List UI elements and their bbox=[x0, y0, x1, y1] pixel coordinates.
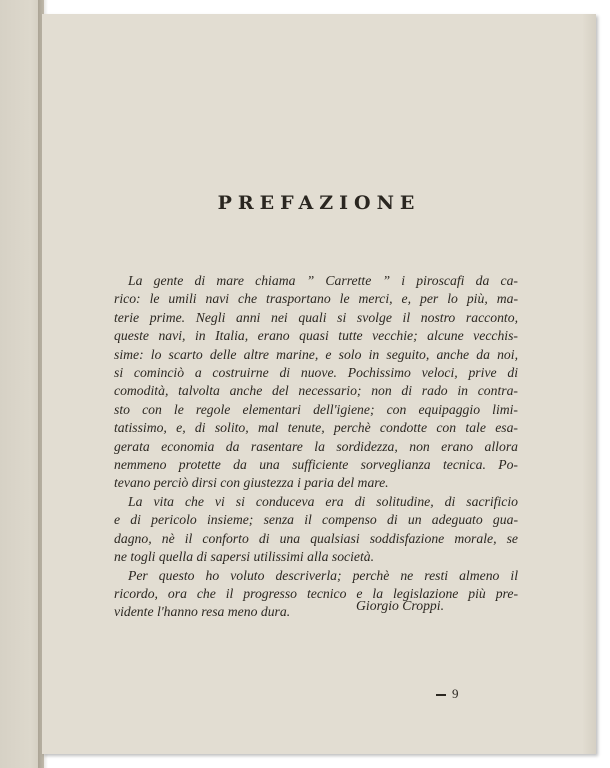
text-line: dagno, nè il conforto di una qualsiasi soddisfazione morale, se bbox=[114, 530, 518, 546]
text-line: tatissimo, e, di solito, mal tenute, perchè condotte con tale esa- bbox=[114, 420, 518, 436]
text-line: nemmeno protette da una sufficiente sorveglianza tecnica. Po- bbox=[114, 457, 518, 473]
text-line: La vita che vi si conduceva era di solitudine, di sacrificio bbox=[128, 493, 518, 509]
page-title: PREFAZIONE bbox=[217, 192, 421, 214]
text-line: rico: le umili navi che trasportano le merci, e, per lo più, ma- bbox=[114, 291, 518, 307]
text-line: queste navi, in Italia, erano quasi tutte vecchie; alcune vecchis- bbox=[114, 328, 518, 344]
text-line: si cominciò a costruirne di nuove. Pochissimo veloci, prive di bbox=[114, 365, 518, 381]
text-line: tevano perciò dirsi con giustezza i paria del mare. bbox=[114, 475, 389, 491]
text-line: e di pericolo insieme; senza il compenso di un adeguato gua- bbox=[114, 512, 518, 528]
text-line: comodità, talvolta anche del necessario; non di rado in contra- bbox=[114, 383, 518, 399]
page-number-value: 9 bbox=[452, 686, 459, 701]
page-number-dash bbox=[436, 694, 446, 696]
text-line: sto con le regole elementari dell'igiene; con equipaggio limi- bbox=[114, 401, 518, 417]
text-line: Per questo ho voluto descriverla; perchè ne resti almeno il bbox=[128, 567, 518, 583]
book-page bbox=[42, 14, 596, 754]
author-signature: Giorgio Croppi. bbox=[356, 598, 444, 613]
text-line: ricordo, ora che il progresso tecnico e la legislazione più pre- bbox=[114, 585, 518, 601]
text-line: ne togli quella di sapersi utilissimi alla società. bbox=[114, 549, 375, 565]
preface-body bbox=[114, 272, 518, 622]
text-line: vidente l'hanno resa meno dura. bbox=[114, 604, 291, 620]
text-line: La gente di mare chiama ” Carrette ” i piroscafi da ca- bbox=[128, 273, 518, 288]
page-shade bbox=[582, 14, 596, 754]
text-line: terie prime. Negli anni nei quali si svolge il nostro racconto, bbox=[114, 309, 518, 325]
text-line: sime: lo scarto delle altre marine, e solo in seguito, anche da noi, bbox=[114, 346, 518, 362]
text-line: gerata economia da rasentare la sordidezza, non erano allora bbox=[114, 438, 518, 454]
page-number bbox=[436, 686, 459, 702]
